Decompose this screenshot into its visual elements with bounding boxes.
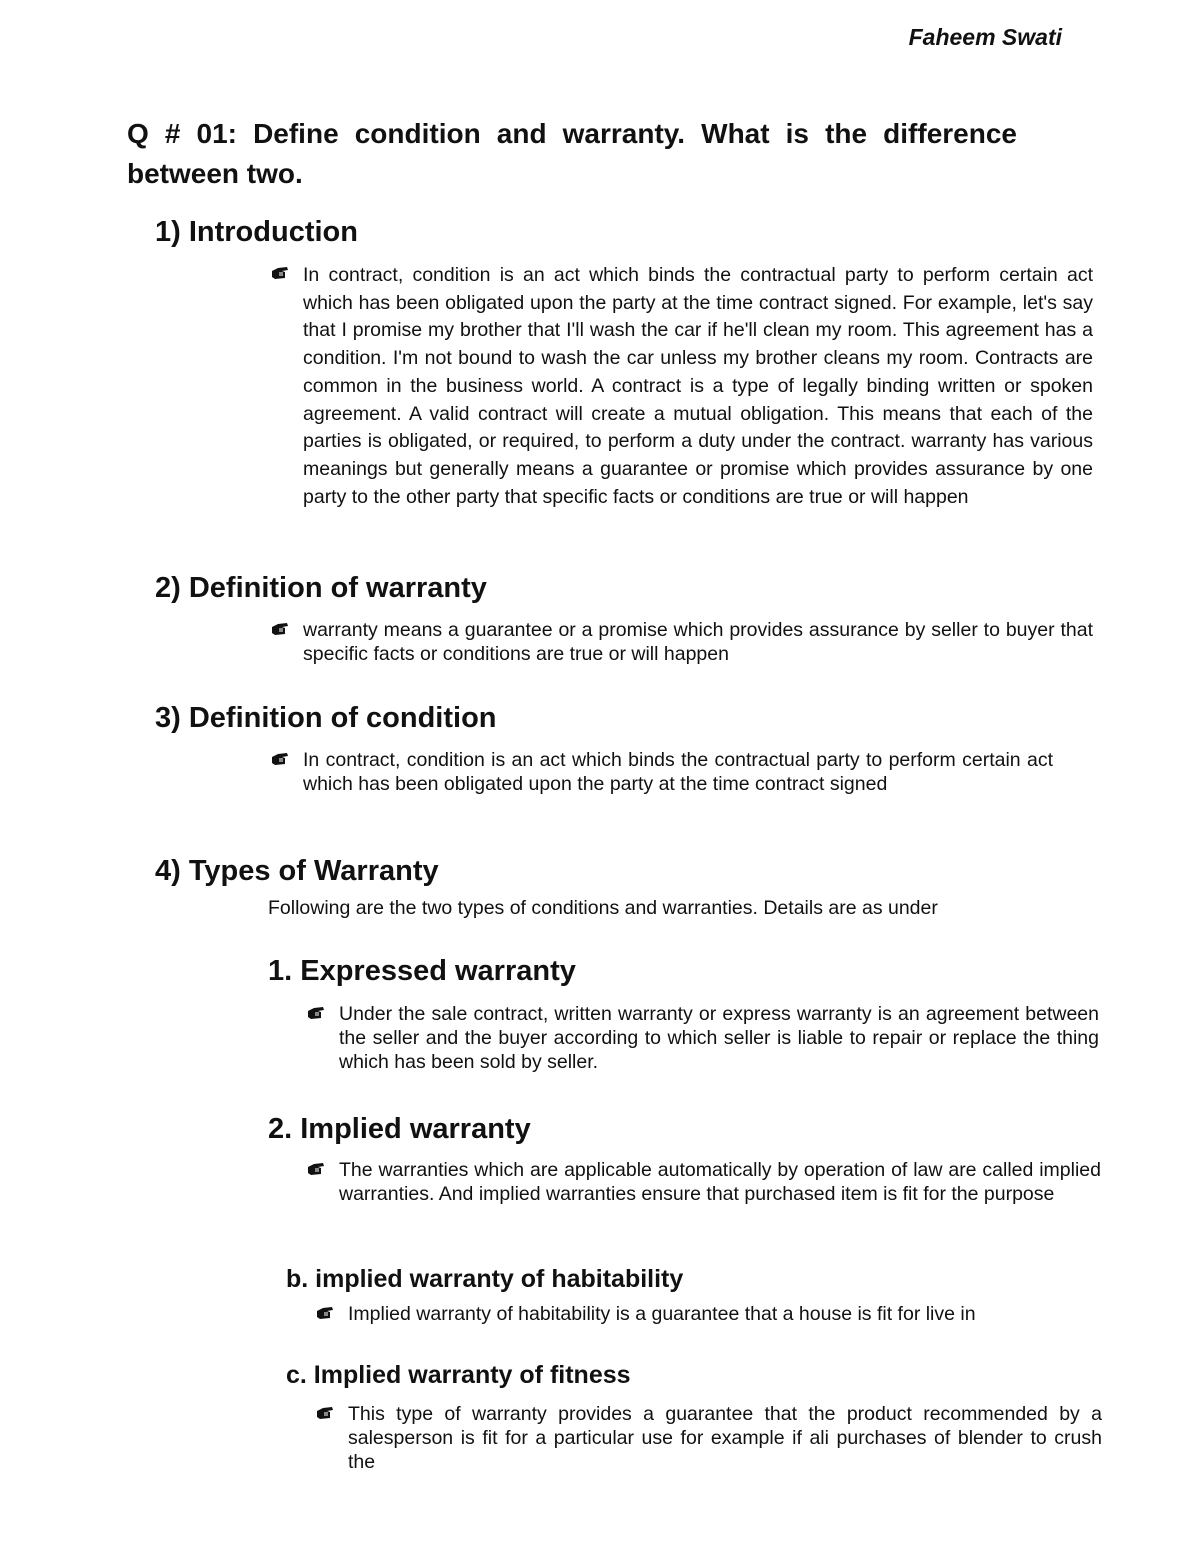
habitability-bullet — [316, 1302, 1100, 1326]
fitness-bullet — [316, 1402, 1102, 1474]
writing-hand-icon — [316, 1302, 348, 1326]
def-condition-bullet — [271, 748, 1053, 796]
writing-hand-icon — [271, 618, 303, 666]
expressed-heading: 1. Expressed warranty — [268, 955, 576, 987]
def-warranty-bullet — [271, 618, 1093, 666]
habitability-text: Implied warranty of habitability is a guarantee that a house is fit for live in — [348, 1303, 976, 1325]
writing-hand-icon — [271, 748, 303, 796]
implied-heading: 2. Implied warranty — [268, 1113, 531, 1145]
writing-hand-icon — [271, 262, 303, 511]
habitability-heading: b. implied warranty of habitability — [286, 1265, 684, 1293]
author-name: Faheem Swati — [908, 24, 1062, 50]
def-warranty-text: warranty means a guarantee or a promise which provides assurance by seller to buyer that specific facts or conditions are true or will happen — [303, 619, 1093, 665]
writing-hand-icon — [307, 1002, 339, 1074]
intro-text: In contract, condition is an act which binds the contractual party to perform certain act which has been obligated upon the party at the time contract signed. For example, let's say that I promise my brother that I'll wash the car if he'll clean my room. This agreement has a condition. I'm not bound to wash the car unless my brother cleans my room. Contracts are common in the business world. A contract is a type of legally binding written or spoken agreement. A valid contract will create a mutual obligation. This means that each of the parties is obligated, or required, to perform a duty under the contract. warranty has various meanings but generally means a guarantee or promise which provides assurance by one party to the other party that specific facts or conditions are true or will happen — [303, 264, 1093, 508]
writing-hand-icon — [316, 1402, 348, 1474]
types-intro: Following are the two types of conditions and warranties. Details are as under — [268, 897, 938, 919]
writing-hand-icon — [307, 1158, 339, 1206]
intro-heading: 1) Introduction — [155, 216, 358, 248]
types-heading: 4) Types of Warranty — [155, 855, 439, 887]
implied-bullet — [307, 1158, 1101, 1206]
def-warranty-heading: 2) Definition of warranty — [155, 572, 487, 604]
fitness-text: This type of warranty provides a guarantee that the product recommended by a salesperson is fit for a particular use for example if ali purchases of blender to crush the — [348, 1403, 1102, 1473]
expressed-bullet — [307, 1002, 1099, 1074]
question-title: Q # 01: Define condition and warranty. What is the difference between two. — [127, 118, 1017, 189]
implied-text: The warranties which are applicable automatically by operation of law are called implied warranties. And implied warranties ensure that purchased item is fit for the purpose — [339, 1159, 1101, 1205]
expressed-text: Under the sale contract, written warranty or express warranty is an agreement between the seller and the buyer according to which seller is liable to repair or replace the thing which has been sold by seller. — [339, 1003, 1099, 1073]
intro-bullet — [271, 262, 1093, 511]
fitness-heading: c. Implied warranty of fitness — [286, 1361, 631, 1389]
def-condition-heading: 3) Definition of condition — [155, 702, 497, 734]
def-condition-text: In contract, condition is an act which binds the contractual party to perform certain act which has been obligated upon the party at the time contract signed — [303, 749, 1053, 795]
